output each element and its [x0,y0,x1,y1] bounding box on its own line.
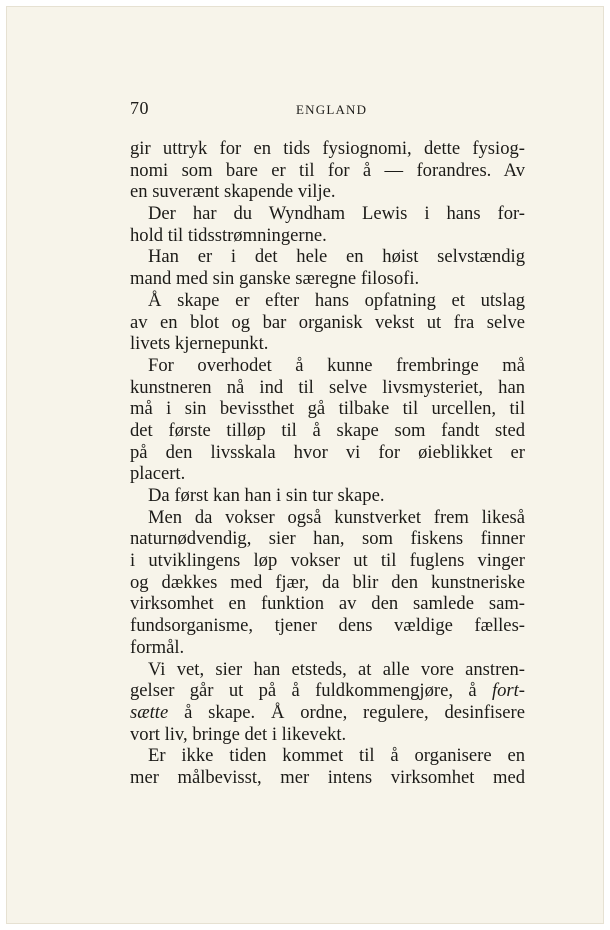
text-line: virksomhet en funktion av den samlede sam- [130,593,525,615]
text-run: gelser går ut på å fuldkommengjøre, å [130,680,492,702]
italic-run: fort- [491,680,525,702]
text-line: av en blot og bar organisk vekst ut fra selve [130,311,525,333]
text-line: det første tilløp til å skape som fandt sted [130,419,525,441]
body-text [130,138,525,789]
text-line: naturnødvendig, sier han, som fiskens finner [130,528,525,550]
text-line: placert. [130,463,186,485]
text-line: formål. [130,636,185,658]
text-line: mand med sin ganske særegne filosofi. [130,268,420,290]
page-header [128,96,528,122]
text-line: må i sin bevissthet gå tilbake til urcellen, til [130,398,525,420]
text-line: nomi som bare er til for å — forandres. Av [130,159,525,181]
text-line: vort liv, bringe det i likevekt. [130,723,347,745]
text-line: Han er i det hele en høist selvstændig [148,246,525,268]
text-line: fundsorganisme, tjener dens vældige fælles- [130,615,525,637]
text-line: Da først kan han i sin tur skape. [148,485,385,506]
running-head: ENGLAND [296,102,368,117]
page-number: 70 [130,98,149,118]
text-line: hold til tidsstrømningerne. [130,224,327,246]
text-line: Der har du Wyndham Lewis i hans for- [148,203,525,225]
text-line: kunstneren nå ind til selve livsmysteriet, han [130,376,525,398]
text-line: Er ikke tiden kommet til å organisere en [148,745,525,767]
text-line: gir uttryk for en tids fysiognomi, dette fysiog- [130,138,525,159]
italic-run: sætte [130,701,169,723]
text-line: en suverænt skapende vilje. [130,181,336,203]
text-line: på den livsskala hvor vi for øieblikket er [130,441,525,463]
text-line [130,702,525,724]
text-line: i utviklingens løp vokser ut til fuglens vinger [130,550,525,572]
text-run: å skape. Å ordne, regulere, desinfisere [168,701,525,723]
text-line: For overhodet å kunne frembringe må [148,354,525,376]
text-line [130,680,525,702]
text-line: Å skape er efter hans opfatning et utslag [148,289,525,311]
text-line: Vi vet, sier han etsteds, at alle vore anstren- [148,658,525,680]
text-line: Men da vokser også kunstverket frem likeså [148,506,525,528]
text-line: mer målbevisst, mer intens virksomhet med [130,766,525,788]
text-line: livets kjernepunkt. [130,333,269,355]
text-line: og dækkes med fjær, da blir den kunstneriske [130,571,525,593]
